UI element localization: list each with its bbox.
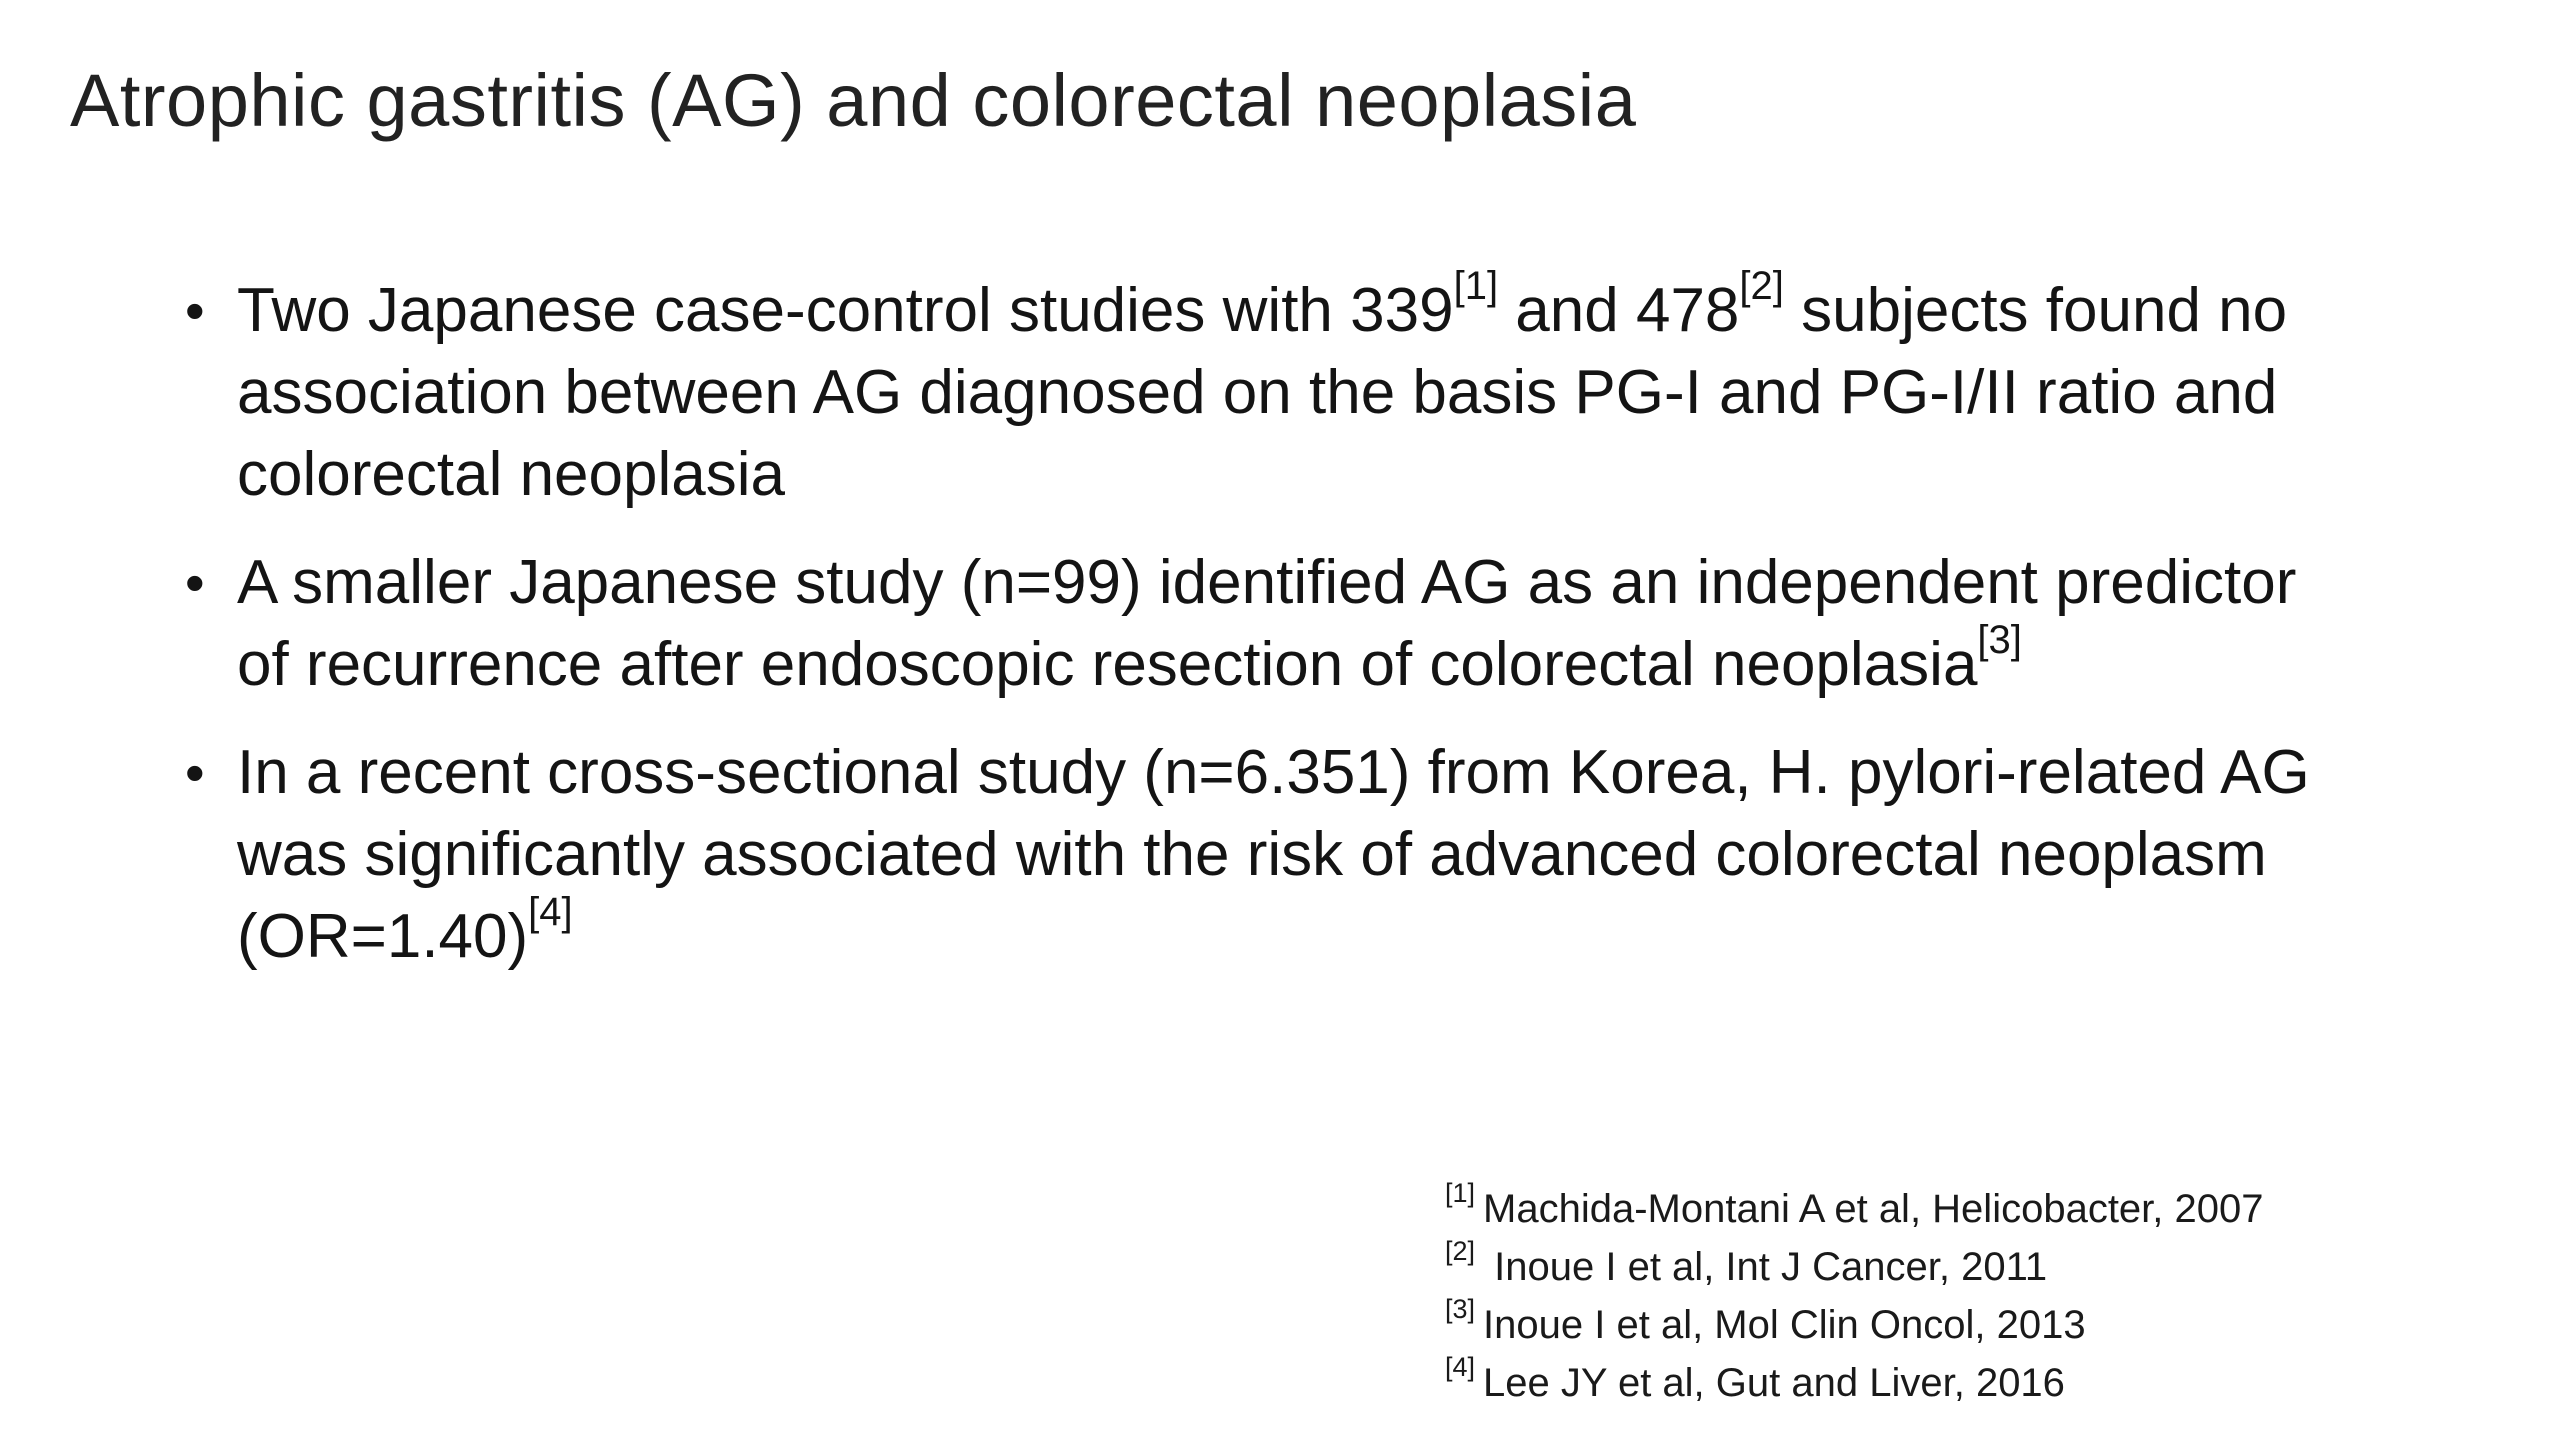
bullet-marker: • xyxy=(185,279,205,342)
bullet-item-1 xyxy=(185,264,2335,516)
reference-item xyxy=(1445,1177,2264,1238)
bullet-text: A smaller Japanese study (n=99) identified AG as an independent predictor of recurrence after endoscopic resection of colorectal neoplasia xyxy=(237,548,2297,699)
citation-marker: [2] xyxy=(1739,264,1784,309)
citation-marker: [4] xyxy=(528,890,573,935)
citation-marker: [1] xyxy=(1453,264,1499,309)
bullet-item-2 xyxy=(185,542,2335,706)
reference-text: Inoue I et al, Int J Cancer, 2011 xyxy=(1483,1245,2048,1289)
bullet-text: subjects found no association between AG diagnosed on the basis PG-I and PG-I/II ratio and colorectal neoplasia xyxy=(237,276,2288,509)
reference-marker: [1] xyxy=(1445,1177,1476,1208)
reference-text: Lee JY et al, Gut and Liver, 2016 xyxy=(1483,1361,2065,1405)
citation-marker: [3] xyxy=(1977,618,2022,663)
reference-marker: [2] xyxy=(1445,1235,1476,1266)
bullet-text: and 478 xyxy=(1498,276,1740,345)
reference-marker: [3] xyxy=(1445,1293,1476,1324)
references xyxy=(1445,1177,2264,1412)
reference-text: Machida-Montani A et al, Helicobacter, 2007 xyxy=(1483,1187,2264,1231)
reference-item xyxy=(1445,1293,2264,1354)
bullet-text: In a recent cross-sectional study (n=6.351) from Korea, H. pylori-related AG was significantly associated with the risk of advanced colorectal neoplasm (OR=1.40) xyxy=(237,738,2310,971)
slide-title: Atrophic gastritis (AG) and colorectal neoplasia xyxy=(70,59,1637,142)
reference-item xyxy=(1445,1235,2264,1296)
bullet-text: Two Japanese case-control studies with 339 xyxy=(237,276,1454,345)
bullet-marker: • xyxy=(185,741,205,804)
bullet-list xyxy=(185,264,2335,1004)
reference-marker: [4] xyxy=(1445,1351,1476,1382)
reference-text: Inoue I et al, Mol Clin Oncol, 2013 xyxy=(1483,1303,2086,1347)
bullet-item-3 xyxy=(185,732,2335,978)
bullet-marker: • xyxy=(185,551,205,614)
reference-item xyxy=(1445,1351,2264,1412)
